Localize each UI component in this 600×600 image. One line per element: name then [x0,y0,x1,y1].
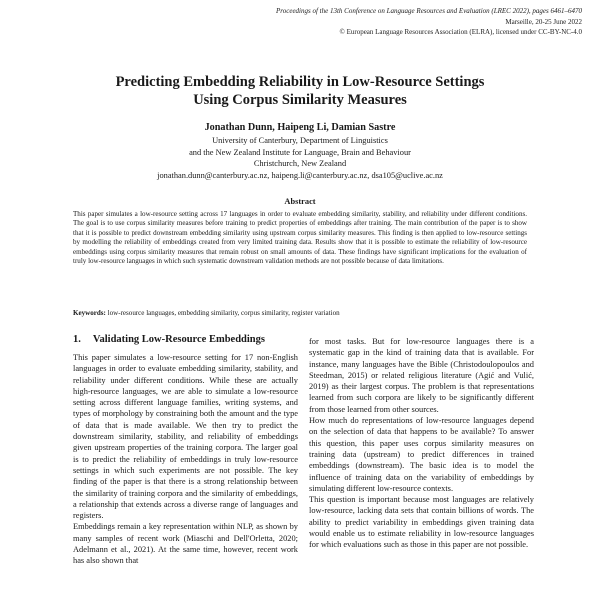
section-number: 1. [73,334,81,345]
author-list: Jonathan Dunn, Haipeng Li, Damian Sastre [204,122,396,133]
keywords [73,309,527,318]
right-paragraph-2: How much do representations of low-resource languages depend on the selection of data that happens to be available? To answer this question, this paper uses corpus similarity measures on training data (upstream) to predict differences in trained embeddings (downstream). The basic idea is to model the influence of training data on the variability of embeddings by simulating different low-resource contexts. [309,416,534,493]
right-column [309,336,534,551]
right-paragraph-1: for most tasks. But for low-resource languages there is a systematic gap in the kind of training data that is available. For instance, many languages have the Bible (Christodoulopoulos and Steedman, 2015) or related religious literature (Agić and Vulić, 2019) as their largest corpus. The problem is that representations learned from such corpora are likely to be significantly different from those learned from other sources. [309,337,534,414]
abstract-heading: Abstract [284,197,316,206]
keywords-text: low-resource languages, embedding similarity, corpus similarity, register variation [107,309,340,317]
affiliation-line-2: and the New Zealand Institute for Language, Brain and Behaviour [189,147,411,157]
author-emails: jonathan.dunn@canterbury.ac.nz, haipeng.li@canterbury.ac.nz, dsa105@uclive.ac.nz [157,170,443,180]
right-paragraph-3: This question is important because most languages are relatively low-resource, lacking data sets that contain billions of words. The ability to predict variability in embeddings given training data would enable us to estimate reliability in low-resource languages for which evaluations such as those in this paper are not possible. [309,495,534,550]
affiliation-line-3: Christchurch, New Zealand [253,159,347,168]
proceedings-header [276,6,582,38]
affiliation-line-1: University of Canterbury, Department of Linguistics [212,136,388,145]
location-line: Marseille, 20-25 June 2022 [505,17,582,26]
section-title: Validating Low-Resource Embeddings [92,334,265,345]
left-paragraph-2: Embeddings remain a key representation within NLP, as shown by many samples of recent work (Miaschi and Dell'Orletta, 2020; Adelmann et al., 2021). At the same time, however, recent work has also shown that [73,522,298,566]
license-line: © European Language Resources Association (ELRA), licensed under CC-BY-NC-4.0 [339,28,582,36]
left-column [73,333,298,567]
abstract-text: This paper simulates a low-resource setting across 17 languages in order to evaluate embedding similarity, stability, and reliability under different conditions. The goal is to use corpus similarity measures before training to predict properties of embeddings after training. The main contribution of the paper is to show that it is possible to predict downstream embedding similarity using upstream corpus similarity measures. This finding is then applied to low-resource settings by modelling the reliability of embeddings created from very limited training data. Results show that it is possible to estimate the reliability of low-resource embeddings using corpus similarity measures that remain robust on small amounts of data. These findings have significant implications for the evaluation of truly low-resource languages in which such systematic downstream validation methods are not possible because of data limitations. [73,210,527,266]
affiliation-block [0,135,600,181]
left-paragraph-1: This paper simulates a low-resource setting for 17 non-English languages in order to evaluate embedding similarity, stability, and reliability under different conditions. While these are actually high-resource languages, we are able to simulate a low-resource setting across different language families, writing systems, and types of morphology by constraining both the amount and the type of data that is made available. We then try to predict the downstream similarity, stability, and reliability of embeddings given upstream properties of the training corpora. The larger goal is to predict the reliability of embeddings in truly low-resource settings in which such experiments are not possible. The key finding of the paper is that there is a strong relationship between the similarity of training corpora and the similarity of embeddings, a relationship that extends across a diverse range of languages and registers. [73,353,298,521]
title-line-1: Predicting Embedding Reliability in Low-Resource Settings [115,74,485,90]
paper-title [0,73,600,109]
keywords-label: Keywords: [73,309,106,317]
section-heading [73,333,298,346]
conference-line: Proceedings of the 13th Conference on Language Resources and Evaluation (LREC 2022), pages 6461–6470 [275,7,582,15]
title-line-2: Using Corpus Similarity Measures [193,92,407,108]
